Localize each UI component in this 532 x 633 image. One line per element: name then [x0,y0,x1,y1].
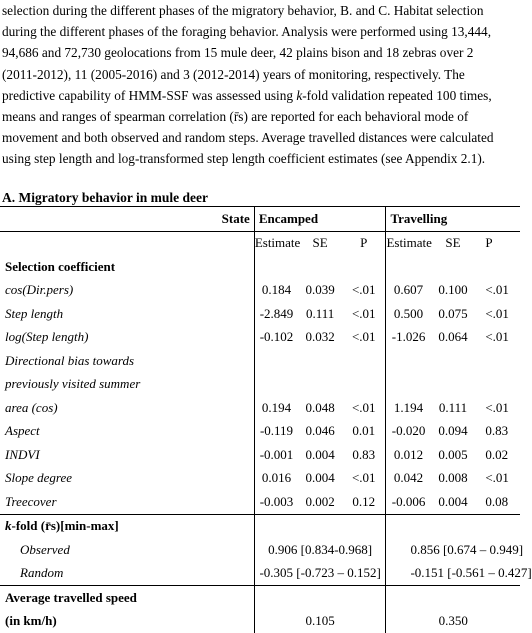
speed-label-line2: (in km/h) [0,610,254,633]
table-cell: 0.100 [431,279,476,303]
table-cell: -2.849 [254,302,298,326]
table-cell: -0.003 [254,490,298,514]
selection-label: Selection coefficient [0,255,254,279]
table-row [0,396,520,420]
table-cell: 0.004 [298,443,342,467]
table-cell [386,373,431,397]
table-cell: -0.001 [254,443,298,467]
table-cell [431,349,476,373]
speed-value-row [0,610,520,633]
table-cell [298,349,342,373]
group-travelling: Travelling [386,207,520,232]
table-cell: 0.500 [386,302,431,326]
table-cell [342,373,386,397]
table-subheader-row [0,231,520,255]
table-cell: <.01 [342,326,386,350]
table-cell [254,349,298,373]
kfold-observed-encamped: 0.906 [0.834-0.968] [254,538,386,562]
caption-text: -fold validation repeated 100 times, [302,88,491,103]
table-cell: 0.83 [475,420,520,444]
caption-line: 94,686 and 72,730 geolocations from 15 mule deer, 42 plains bison and 18 zebras over 2 [2,42,522,63]
table-cell: -0.119 [254,420,298,444]
table-row [0,326,520,350]
caption-line [2,85,522,106]
speed-label-line1: Average travelled speed [0,586,254,610]
table-cell: <.01 [342,396,386,420]
subheader-estimate: Estimate [386,231,431,255]
caption-line: movement and both observed and random steps. Average travelled distances were calculated [2,127,522,148]
table-cell: <.01 [342,279,386,303]
subheader-p: P [475,231,520,255]
table-cell: 0.039 [298,279,342,303]
table-row [0,538,520,562]
table-cell [475,373,520,397]
table-cell: 0.064 [431,326,476,350]
kfold-random-travelling: -0.151 [-0.561 – 0.427] [386,562,520,586]
caption-k-italic: k [296,88,302,103]
caption-line: during the different phases of the foraging behavior. Analysis were performed using 13,444, [2,21,522,42]
kfold-observed-travelling: 0.856 [0.674 – 0.949] [386,538,520,562]
state-label: State [0,207,254,232]
table-row [0,490,520,514]
subheader-se: SE [298,231,342,255]
speed-encamped: 0.105 [254,610,386,633]
table-cell: 0.002 [298,490,342,514]
table-cell [342,349,386,373]
table-cell: <.01 [475,396,520,420]
table-cell: <.01 [475,467,520,491]
table-cell: <.01 [475,302,520,326]
caption-line: means and ranges of spearman correlation (r̄s) are reported for each behavioral mode of [2,106,522,127]
speed-travelling: 0.350 [386,610,520,633]
table-cell: 0.032 [298,326,342,350]
caption-text: predictive capability of HMM-SSF was assessed using [2,88,296,103]
table-row [0,420,520,444]
table-row [0,373,520,397]
table-cell: <.01 [475,279,520,303]
kfold-random-encamped: -0.305 [-0.723 – 0.152] [254,562,386,586]
results-table [0,206,520,633]
table-cell: 0.111 [298,302,342,326]
table-cell [298,373,342,397]
group-encamped: Encamped [254,207,386,232]
selection-label-row [0,255,520,279]
row-label: previously visited summer [0,373,254,397]
kfold-observed-label: Observed [0,538,254,562]
table-row [0,302,520,326]
table-row [0,279,520,303]
table-row [0,467,520,491]
table-cell [254,373,298,397]
row-label: Directional bias towards [0,349,254,373]
table-cell: 0.01 [342,420,386,444]
caption-paragraph [2,0,522,170]
caption-line: (2011-2012), 11 (2005-2016) and 3 (2012-2014) years of monitoring, respectively. The [2,64,522,85]
table-cell: 1.194 [386,396,431,420]
table-cell: 0.075 [431,302,476,326]
table-cell: 0.094 [431,420,476,444]
table-cell: 0.111 [431,396,476,420]
row-label: Aspect [0,420,254,444]
table-cell: 0.004 [431,490,476,514]
subheader-estimate: Estimate [254,231,298,255]
table-cell: 0.042 [386,467,431,491]
table-cell: 0.194 [254,396,298,420]
table-cell [431,373,476,397]
table-cell: 0.02 [475,443,520,467]
speed-label-row [0,586,520,610]
row-label: Slope degree [0,467,254,491]
table-cell: 0.008 [431,467,476,491]
kfold-label-row [0,514,520,538]
table-cell: 0.012 [386,443,431,467]
table-cell: <.01 [342,467,386,491]
table-row [0,443,520,467]
table-cell: -0.102 [254,326,298,350]
row-label: INDVI [0,443,254,467]
subheader-se: SE [431,231,476,255]
table-cell [475,349,520,373]
table-header-row [0,207,520,232]
table-cell: 0.046 [298,420,342,444]
table-cell: 0.607 [386,279,431,303]
caption-line: using step length and log-transformed step length coefficient estimates (see Appendix 2.1). [2,148,522,169]
section-title: A. Migratory behavior in mule deer [2,190,472,206]
kfold-label: k-fold (r̄s)[min-max] [0,514,254,538]
table-cell: -0.006 [386,490,431,514]
table-cell: <.01 [342,302,386,326]
table-cell: 0.004 [298,467,342,491]
row-label: log(Step length) [0,326,254,350]
table-cell: 0.016 [254,467,298,491]
caption-line: selection during the different phases of the migratory behavior, B. and C. Habitat selection [2,0,522,21]
table-cell: 0.12 [342,490,386,514]
table-cell: 0.83 [342,443,386,467]
table-cell: -1.026 [386,326,431,350]
table-row [0,349,520,373]
table-cell: 0.048 [298,396,342,420]
row-label: Treecover [0,490,254,514]
table-cell: 0.08 [475,490,520,514]
subheader-p: P [342,231,386,255]
row-label: Step length [0,302,254,326]
row-label: area (cos) [0,396,254,420]
row-label: cos(Dir.pers) [0,279,254,303]
table-row [0,562,520,586]
table-cell: -0.020 [386,420,431,444]
table-cell: 0.005 [431,443,476,467]
kfold-random-label: Random [0,562,254,586]
table-cell: <.01 [475,326,520,350]
table-cell [386,349,431,373]
table-cell: 0.184 [254,279,298,303]
